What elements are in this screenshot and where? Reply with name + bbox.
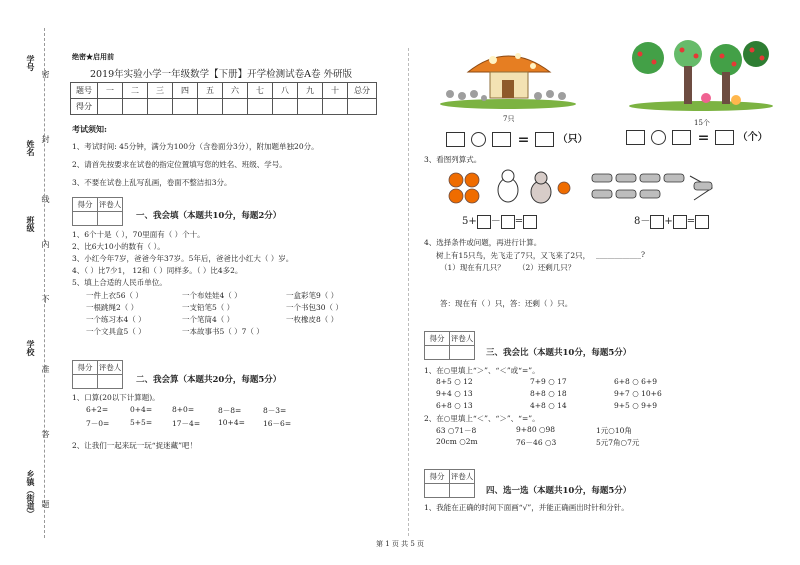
unit-label: （个） (737, 132, 768, 143)
answer-box[interactable] (672, 130, 691, 145)
answer-box[interactable] (650, 215, 664, 229)
question-line: 5、填上合适的人民币单位。 (72, 278, 167, 287)
calc-item: 17－4= (172, 419, 201, 428)
formula-text: = (514, 216, 524, 227)
school-label: 学校 (26, 340, 36, 356)
money-item: 一盒彩笔9（ ） (286, 291, 339, 300)
compare-item: 6+8 ○ 6+9 (614, 377, 657, 386)
money-item: 一件上衣56（ ） (86, 291, 143, 300)
score-header-cell: 题号 (71, 83, 98, 99)
question-line: 2、在○里填上“＜”、“＞”、“=”。 (424, 414, 540, 423)
question-line: 2、让我们一起来玩一玩“捉迷藏”吧！ (72, 441, 197, 450)
section-4-title: 四、选一选（本题共10分，每题5分） (486, 486, 632, 496)
compare-item: 4+8 ○ 14 (530, 401, 567, 410)
formula-row-right (626, 128, 768, 146)
compare-item: 8+5 ○ 12 (436, 377, 473, 386)
grader-box (72, 197, 123, 226)
trees-picture (626, 40, 776, 112)
calc-item: 8－3= (263, 406, 287, 415)
score-input-cell[interactable] (348, 99, 377, 115)
section-2-title: 二、我会算（本题共20分，每题5分） (136, 375, 282, 385)
calc-item: 0+4= (130, 405, 153, 414)
compare-item: 9+7 ○ 10+6 (614, 389, 662, 398)
score-input-cell[interactable] (123, 99, 148, 115)
answer-box[interactable] (492, 132, 511, 147)
grader-score-label: 得分 (73, 361, 98, 375)
section-1-title: 一、我会填（本题共10分，每题2分） (136, 211, 282, 221)
answer-line: 答：现在有（ ）只，答：还剩（ ）只。 (440, 299, 573, 308)
grader-score-cell[interactable] (73, 375, 98, 389)
money-item: 一个文具盒5（ ） (86, 327, 146, 336)
answer-box[interactable] (695, 215, 709, 229)
picture-caption-right: 15个 (694, 119, 710, 127)
question-line: 1、我能在正确的时间下面画“√”，并能正确画出时针和分针。 (424, 503, 629, 512)
score-header-cell: 五 (198, 83, 223, 99)
money-item: 一支铅笔5（ ） (182, 303, 235, 312)
compare-item: 9+80 ○98 (516, 425, 556, 434)
cut-mark: 不 (41, 295, 50, 303)
question-line: 1、6个十是（ ），70里面有（ ）个十。 (72, 230, 205, 239)
answer-box[interactable] (446, 132, 465, 147)
grader-score-label: 得分 (425, 470, 450, 484)
question-line: 1、在○里填上“＞”、“＜”或“=”。 (424, 366, 540, 375)
question-line: 4、选择条件或问题，再进行计算。 (424, 238, 542, 247)
notice-heading: 考试须知: (72, 124, 107, 134)
money-item: 一本故事书5（ ）7（ ） (182, 327, 264, 336)
equals-sign: = (697, 129, 710, 146)
cut-mark: 准 (41, 365, 50, 373)
score-header-cell: 一 (98, 83, 123, 99)
answer-blank[interactable]: ____________? (596, 250, 646, 259)
grader-reviewer-cell[interactable] (98, 212, 123, 226)
answer-box[interactable] (477, 215, 491, 229)
grader-score-cell[interactable] (425, 346, 450, 360)
score-header-cell: 六 (223, 83, 248, 99)
score-header-cell: 二 (123, 83, 148, 99)
score-header-cell: 三 (148, 83, 173, 99)
operator-circle[interactable] (471, 132, 486, 147)
calc-item: 7－0= (86, 419, 110, 428)
mushroom-house-picture (438, 44, 578, 110)
grader-box (72, 360, 123, 389)
equals-sign: = (517, 131, 530, 148)
cut-mark: 线 (41, 195, 50, 203)
score-input-cell[interactable] (298, 99, 323, 115)
formula-text: 5+ (462, 216, 477, 227)
notice-item: 2、请首先按要求在试卷的指定位置填写您的姓名、班级、学号。 (72, 160, 287, 169)
cars-picture (590, 170, 720, 204)
grader-reviewer-cell[interactable] (450, 484, 475, 498)
grader-reviewer-cell[interactable] (450, 346, 475, 360)
cut-mark: 封 (41, 135, 50, 143)
cut-mark: 内 (41, 240, 50, 248)
compare-item: 76－46 ○3 (516, 438, 557, 447)
formula-text: + (664, 216, 673, 227)
score-input-cell[interactable] (148, 99, 173, 115)
grader-box (424, 331, 475, 360)
answer-box[interactable] (715, 130, 734, 145)
calc-item: 10+4= (218, 418, 245, 427)
question-line: 4、（ ）比7少1， 12和（ ）同样多。（ ）比4多2。 (72, 266, 243, 275)
calc-item: 6+2= (86, 405, 109, 414)
score-input-cell[interactable] (223, 99, 248, 115)
answer-box[interactable] (535, 132, 554, 147)
score-header-cell: 总分 (348, 83, 377, 99)
money-item: 一个练习本4（ ） (86, 315, 146, 324)
name-label: 姓名 (26, 140, 36, 156)
cut-mark: 答 (41, 430, 50, 438)
student-id-label: 学号 (26, 55, 36, 71)
grader-score-cell[interactable] (73, 212, 98, 226)
compare-item: 1元○10角 (596, 426, 632, 435)
grader-score-cell[interactable] (425, 484, 450, 498)
money-item: 一枚橡皮8（ ） (286, 315, 339, 324)
question-line: 1、口算(20以下计算题)。 (72, 393, 160, 402)
score-header-cell: 八 (273, 83, 298, 99)
calc-item: 8－8= (218, 406, 242, 415)
exam-title: 2019年实验小学一年级数学【下册】开学检测试卷A卷 外研版 (90, 69, 353, 80)
score-header-cell: 七 (248, 83, 273, 99)
money-item: 一个笔筒4（ ） (182, 315, 235, 324)
calc-item: 16－6= (263, 419, 292, 428)
compare-item: 7+9 ○ 17 (530, 377, 567, 386)
grader-score-label: 得分 (73, 198, 98, 212)
column-divider (408, 48, 409, 536)
money-item: 一个布娃娃4（ ） (182, 291, 242, 300)
score-header-cell: 十 (323, 83, 348, 99)
formula-text: = (686, 216, 696, 227)
grader-reviewer-label: 评卷人 (450, 470, 475, 484)
unit-label: （只） (557, 134, 588, 145)
formula-row-left (446, 130, 588, 148)
answer-box[interactable] (501, 215, 515, 229)
money-item: 一个书包30（ ） (286, 303, 343, 312)
calc-item: 5+5= (130, 418, 153, 427)
score-input-cell[interactable] (273, 99, 298, 115)
question-line: （2）还剩几只？ (518, 263, 576, 272)
score-input-cell[interactable] (173, 99, 198, 115)
class-label: 班级 (26, 216, 36, 232)
compare-item: 9+4 ○ 13 (436, 389, 473, 398)
question-line: 3、看图列算式。 (424, 155, 482, 164)
compare-item: 8+8 ○ 18 (530, 389, 567, 398)
score-row-label: 得分 (71, 99, 98, 115)
secret-label: 绝密★启用前 (72, 52, 114, 61)
picture-caption-left: 7只 (503, 115, 515, 123)
compare-item: 6+8 ○ 13 (436, 401, 473, 410)
grader-reviewer-label: 评卷人 (98, 361, 123, 375)
question-line: 树上有15只鸟，先飞走了7只，又飞来了2只， (436, 251, 591, 260)
grader-box (424, 469, 475, 498)
compare-item: 63 ○71－8 (436, 426, 477, 435)
grader-score-label: 得分 (425, 332, 450, 346)
peaches-and-animals-picture (446, 168, 576, 206)
formula-text: 8－ (634, 216, 651, 227)
town-label: 乡镇（街道） (26, 470, 36, 518)
cut-mark: 题 (41, 500, 50, 508)
compare-item: 9+5 ○ 9+9 (614, 401, 657, 410)
score-header-cell: 九 (298, 83, 323, 99)
answer-box[interactable] (673, 215, 687, 229)
grader-reviewer-label: 评卷人 (450, 332, 475, 346)
score-input-cell[interactable] (198, 99, 223, 115)
section-3-title: 三、我会比（本题共10分，每题5分） (486, 348, 632, 358)
answer-box[interactable] (626, 130, 645, 145)
grader-reviewer-label: 评卷人 (98, 198, 123, 212)
formula-left (462, 212, 537, 229)
question-line: 2、比6大10小的数有（ ）。 (72, 242, 165, 251)
score-input-cell[interactable] (248, 99, 273, 115)
compare-item: 5元7角○7元 (596, 438, 640, 447)
answer-box[interactable] (523, 215, 537, 229)
score-input-cell[interactable] (98, 99, 123, 115)
page-footer: 第 1 页 共 5 页 (375, 540, 425, 548)
question-line: （1）现在有几只？ (440, 263, 505, 272)
notice-item: 1、考试时间: 45分钟，满分为100分（含卷面分3分），附加题单独20分。 (72, 142, 319, 151)
score-table (70, 82, 377, 115)
compare-item: 20cm ○2m (436, 437, 478, 446)
operator-circle[interactable] (651, 130, 666, 145)
money-item: 一根跳绳2（ ） (86, 303, 139, 312)
question-line: 3、小红今年7岁，爸爸今年37岁。5年后，爸爸比小红大（ ）岁。 (72, 254, 294, 263)
score-header-cell: 四 (173, 83, 198, 99)
formula-right (634, 212, 709, 229)
score-input-cell[interactable] (323, 99, 348, 115)
calc-item: 8+0= (172, 405, 195, 414)
binding-cut-line (44, 28, 45, 538)
cut-mark: 密 (41, 70, 50, 78)
formula-text: － (490, 216, 501, 227)
notice-item: 3、不要在试卷上乱写乱画，卷面不整洁扣3分。 (72, 178, 232, 187)
grader-reviewer-cell[interactable] (98, 375, 123, 389)
